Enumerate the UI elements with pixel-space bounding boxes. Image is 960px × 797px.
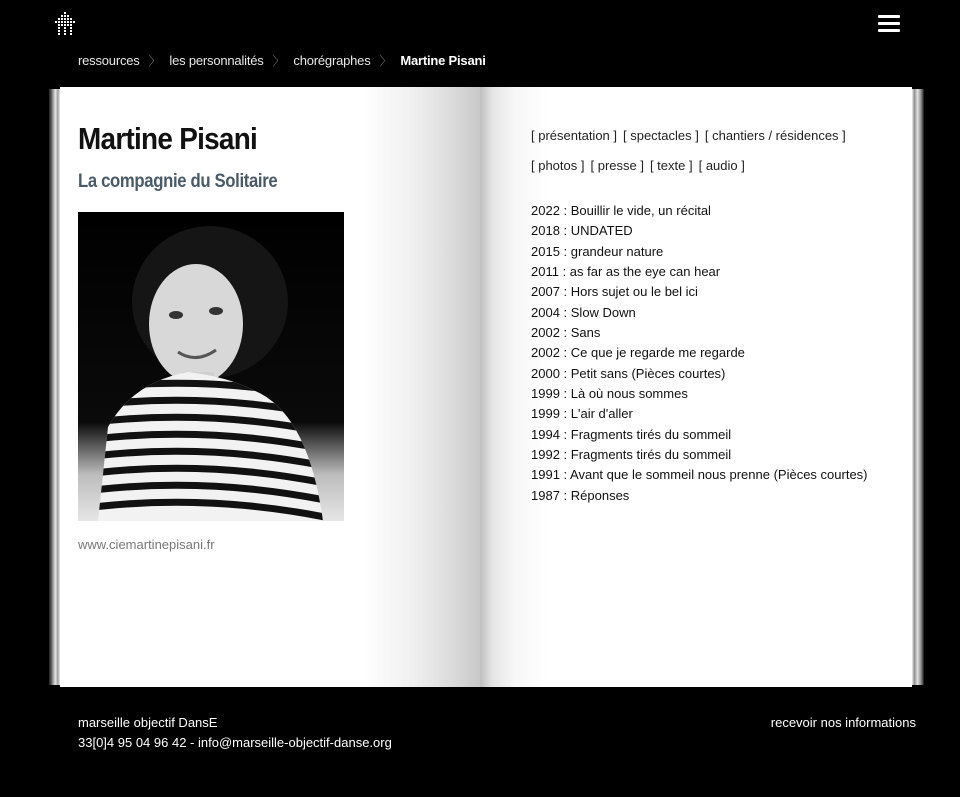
footer-contact[interactable]: 33[0]4 95 04 96 42 - info@marseille-objectif-danse.org xyxy=(78,735,392,750)
show-item[interactable]: 2018 : UNDATED xyxy=(531,223,633,239)
section-tabs-row-2 xyxy=(531,158,751,173)
show-item[interactable]: 1994 : Fragments tirés du sommeil xyxy=(531,426,732,442)
show-item[interactable]: 2002 : Sans xyxy=(531,325,601,341)
shows-list xyxy=(531,203,868,508)
show-item[interactable]: 2002 : Ce que je regarde me regarde xyxy=(531,345,745,361)
tab-photos[interactable]: [ photos ] xyxy=(531,158,585,173)
tab-presentation[interactable]: [ présentation ] xyxy=(531,128,617,143)
chevron-right-icon: 〉 xyxy=(148,54,161,68)
show-item[interactable]: 2011 : as far as the eye can hear xyxy=(531,264,721,280)
book-right-edge xyxy=(912,89,924,685)
show-item[interactable]: 1987 : Réponses xyxy=(531,487,630,503)
section-tabs-row-1 xyxy=(531,128,852,143)
tab-presse[interactable]: [ presse ] xyxy=(590,158,644,173)
newsletter-link[interactable]: recevoir nos informations xyxy=(770,715,916,730)
breadcrumb-item-personnalites[interactable]: les personnalités xyxy=(169,53,264,68)
book-left-edge xyxy=(49,89,60,685)
tab-spectacles[interactable]: [ spectacles ] xyxy=(623,128,699,143)
show-item[interactable]: 2015 : grandeur nature xyxy=(531,243,664,259)
show-item[interactable]: 1999 : L'air d'aller xyxy=(531,406,633,422)
breadcrumb xyxy=(78,52,486,69)
footer-org-name: marseille objectif DansE xyxy=(78,715,218,730)
show-item[interactable]: 1999 : Là où nous sommes xyxy=(531,386,688,402)
show-item[interactable]: 2022 : Bouillir le vide, un récital xyxy=(531,203,711,218)
tab-chantiers-residences[interactable]: [ chantiers / résidences ] xyxy=(704,128,846,143)
page-title: Martine Pisani xyxy=(78,121,258,156)
website-link[interactable]: www.ciemartinepisani.fr xyxy=(78,537,215,552)
company-name: La compagnie du Solitaire xyxy=(78,171,278,192)
tab-texte[interactable]: [ texte ] xyxy=(649,158,693,173)
portrait-photo xyxy=(78,212,344,521)
show-item[interactable]: 1991 : Avant que le sommeil nous prenne (Pièces courtes) xyxy=(531,467,868,483)
show-item[interactable]: 2004 : Slow Down xyxy=(531,304,636,320)
breadcrumb-current: Martine Pisani xyxy=(400,53,486,68)
breadcrumb-item-ressources[interactable]: ressources xyxy=(78,53,140,68)
chevron-right-icon: 〉 xyxy=(272,54,285,68)
breadcrumb-item-choregraphes[interactable]: chorégraphes xyxy=(293,53,371,68)
hamburger-menu-icon[interactable] xyxy=(878,15,900,33)
logo-icon[interactable] xyxy=(53,12,77,36)
show-item[interactable]: 1992 : Fragments tirés du sommeil xyxy=(531,447,732,463)
tab-audio[interactable]: [ audio ] xyxy=(698,158,745,173)
chevron-right-icon: 〉 xyxy=(379,54,392,68)
show-item[interactable]: 2007 : Hors sujet ou le bel ici xyxy=(531,284,698,300)
show-item[interactable]: 2000 : Petit sans (Pièces courtes) xyxy=(531,365,726,381)
